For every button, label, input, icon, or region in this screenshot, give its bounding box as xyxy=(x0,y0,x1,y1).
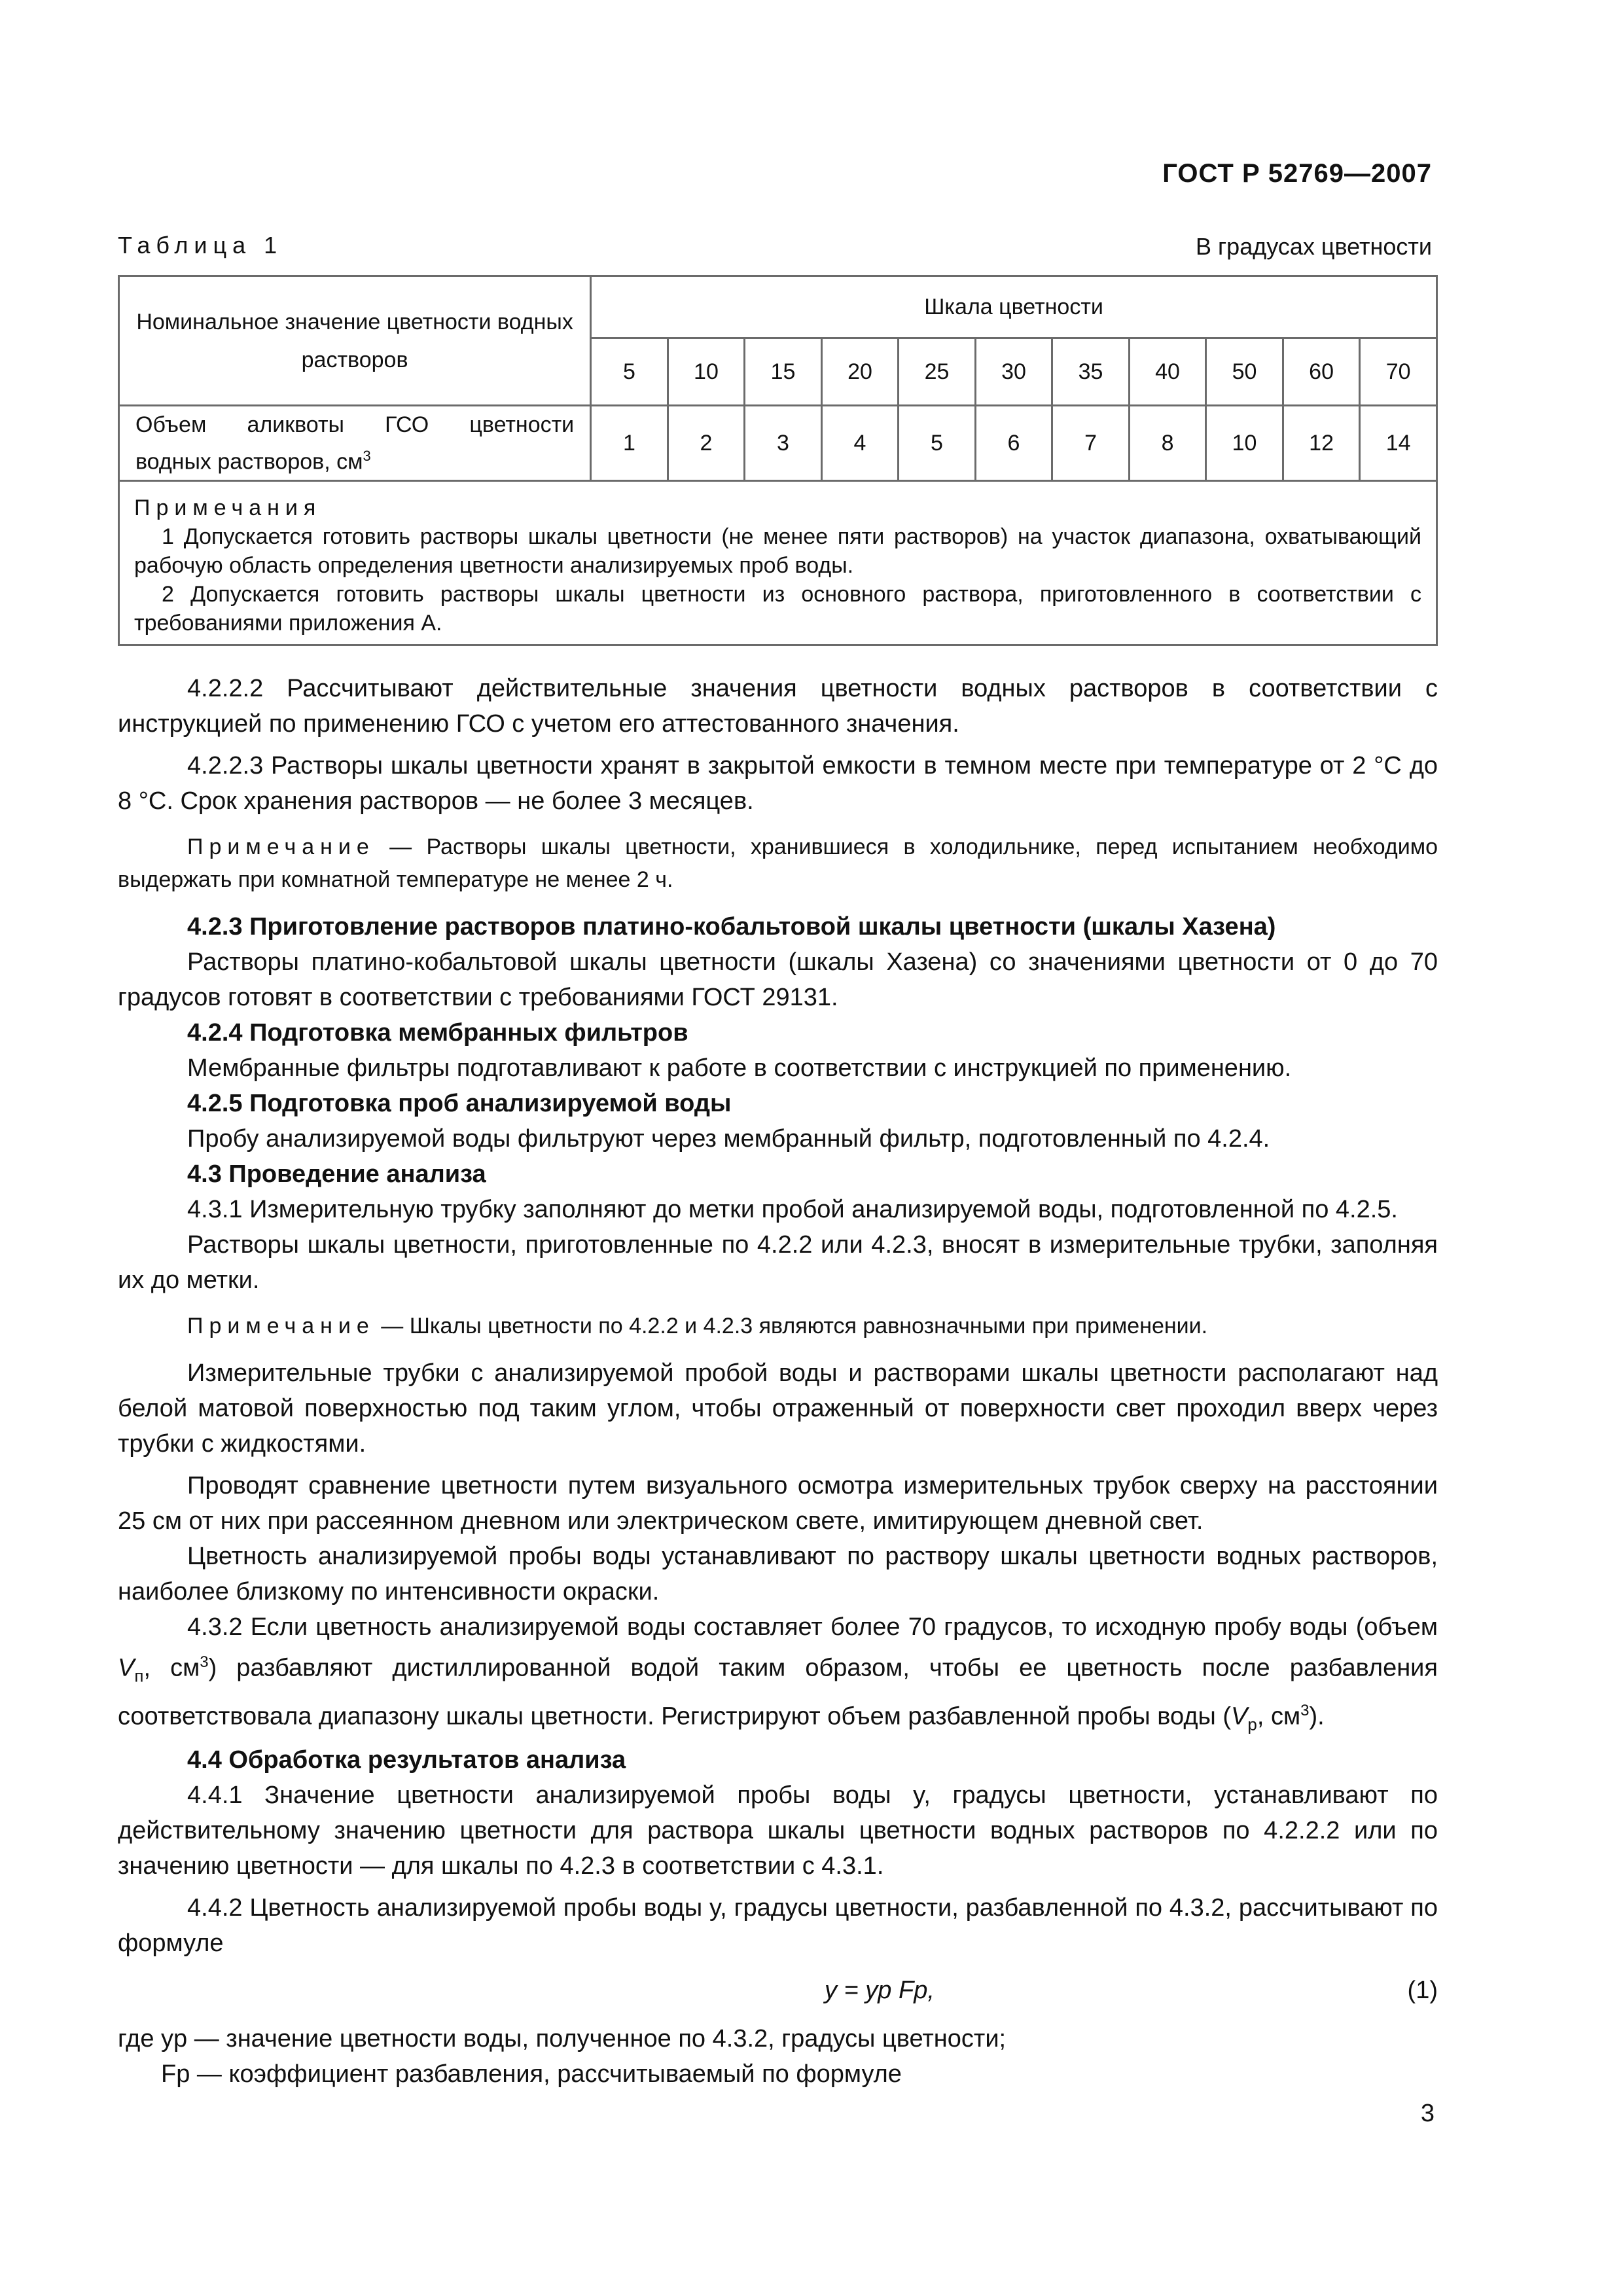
page-number: 3 xyxy=(1420,2100,1435,2127)
scale-value-cell: 60 xyxy=(1283,338,1360,406)
row-header-cell: Номинальное значение цветности водных растворов xyxy=(119,276,591,406)
scale-value-cell: 15 xyxy=(745,338,822,406)
note-1: 1 Допускается готовить растворы шкалы цветности (не менее пяти растворов) на участок диапазона, охватывающий рабочую область определения цветности анализируемых проб воды. xyxy=(134,524,1421,578)
notes-title: Примечания xyxy=(134,495,322,520)
volume-value-cell: 12 xyxy=(1283,406,1360,481)
heading-4-2-4: 4.2.4 Подготовка мембранных фильтров xyxy=(187,1019,688,1047)
volume-label-cell xyxy=(119,406,591,481)
volume-value-cell: 1 xyxy=(591,406,668,481)
paragraph-4-3-1-c: Измерительные трубки с анализируемой пробой воды и растворами шкалы цветности располагают над белой матовой поверхностью под таким углом, чтобы отраженный от поверхности свет проходил вверх через трубки с жидкостями. xyxy=(118,1359,1438,1458)
note-equivalence: Примечание — Шкалы цветности по 4.2.2 и 4.2.3 являются равнозначными при применении. xyxy=(187,1314,1208,1338)
volume-value-cell: 14 xyxy=(1360,406,1437,481)
formula-expression: y = yр Fр, xyxy=(825,1976,935,2004)
paragraph-4-3-1: 4.3.1 Измерительную трубку заполняют до метки пробой анализируемой воды, подготовленной по 4.2.5. xyxy=(187,1196,1398,1223)
table-unit: В градусах цветности xyxy=(1196,233,1432,260)
where-line-2: Fр — коэффициент разбавления, рассчитываемый по формуле xyxy=(161,2060,902,2088)
paragraph-4-4-2: 4.4.2 Цветность анализируемой пробы воды y, градусы цветности, разбавленной по 4.3.2, рассчитывают по формуле xyxy=(118,1893,1438,1957)
paragraph-4-3-1-b: Растворы шкалы цветности, приготовленные по 4.2.2 или 4.2.3, вносят в измерительные трубки, заполняя их до метки. xyxy=(118,1231,1438,1294)
paragraph-4-2-2-3: 4.2.2.3 Растворы шкалы цветности хранят в закрытой емкости в темном месте при температуре от 2 °С до 8 °С. Срок хранения растворов — не более 3 месяцев. xyxy=(118,752,1438,815)
paragraph-4-2-3: Растворы платино-кобальтовой шкалы цветности (шкалы Хазена) со значениями цветности от 0 до 70 градусов готовят в соответствии с требованиями ГОСТ 29131. xyxy=(118,948,1438,1011)
heading-4-2-3: 4.2.3 Приготовление растворов платино-кобальтовой шкалы цветности (шкалы Хазена) xyxy=(187,913,1276,941)
table-caption: Таблица 1 xyxy=(118,232,283,259)
heading-4-4: 4.4 Обработка результатов анализа xyxy=(187,1746,626,1774)
volume-value-cell: 8 xyxy=(1129,406,1206,481)
paragraph-4-4-1: 4.4.1 Значение цветности анализируемой пробы воды y, градусы цветности, устанавливают по действительному значению цветности для раствора шкалы цветности водных растворов по 4.2.2.2 или по значению цветности — для шкалы по 4.2.3 в соответствии с 4.3.1. xyxy=(118,1781,1438,1880)
volume-value-cell: 3 xyxy=(745,406,822,481)
heading-4-3: 4.3 Проведение анализа xyxy=(187,1160,486,1188)
scale-value-cell: 40 xyxy=(1129,338,1206,406)
volume-value-cell: 10 xyxy=(1206,406,1283,481)
scale-value-cell: 50 xyxy=(1206,338,1283,406)
formula-number: (1) xyxy=(1407,1976,1438,2004)
where-line-1: где yр — значение цветности воды, полученное по 4.3.2, градусы цветности; xyxy=(118,2024,1007,2053)
scale-header-cell: Шкала цветности xyxy=(591,276,1437,338)
scale-value-cell: 70 xyxy=(1360,338,1437,406)
scale-value-cell: 5 xyxy=(591,338,668,406)
volume-label-line-1: Объем аликвоты ГСО цветности xyxy=(135,412,575,437)
formula-1 xyxy=(118,1973,1438,2012)
paragraph-4-2-4: Мембранные фильтры подготавливают к работе в соответствии с инструкцией по применению. xyxy=(187,1054,1292,1082)
note-storage: Примечание — Растворы шкалы цветности, хранившиеся в холодильнике, перед испытанием необходимо выдержать при комнатной температуре не менее 2 ч. xyxy=(118,834,1438,892)
scale-value-cell: 35 xyxy=(1052,338,1130,406)
document-code: ГОСТ Р 52769—2007 xyxy=(1162,159,1432,188)
volume-value-cell: 5 xyxy=(899,406,976,481)
volume-value-cell: 4 xyxy=(821,406,899,481)
color-scale-table xyxy=(118,275,1438,646)
paragraph-4-3-2: 4.3.2 Если цветность анализируемой воды составляет более 70 градусов, то исходную пробу воды (объем $V_п$, $см^3$) разбавляют дистиллированной водой таким образом, чтобы ее цветность после разбавления соответствовала диапазону шкалы цветности. Регистрируют объем разбавленной пробы воды ($V_р$, $см^3$). xyxy=(118,1613,1438,1734)
paragraph-4-2-5: Пробу анализируемой воды фильтруют через мембранный фильтр, подготовленный по 4.2.4. xyxy=(187,1125,1270,1153)
note-2: 2 Допускается готовить растворы шкалы цветности из основного раствора, приготовленного в соответствии с требованиями приложения А. xyxy=(134,582,1421,636)
scale-value-cell: 30 xyxy=(975,338,1052,406)
scale-value-cell: 10 xyxy=(668,338,745,406)
volume-value-cell: 2 xyxy=(668,406,745,481)
paragraph-4-2-2-2: 4.2.2.2 Рассчитывают действительные значения цветности водных растворов в соответствии с инструкцией по применению ГСО с учетом его аттестованного значения. xyxy=(118,675,1438,738)
scale-value-cell: 20 xyxy=(821,338,899,406)
paragraph-4-3-1-d: Проводят сравнение цветности путем визуального осмотра измерительных трубок сверху на расстоянии 25 см от них при рассеянном дневном или электрическом свете, имитирующем дневной свет. xyxy=(118,1472,1438,1535)
document-body xyxy=(118,671,1438,2092)
heading-4-2-5: 4.2.5 Подготовка проб анализируемой воды xyxy=(187,1090,732,1117)
paragraph-4-3-1-e: Цветность анализируемой пробы воды устанавливают по раствору шкалы цветности водных растворов, наиболее близкому по интенсивности окраски. xyxy=(118,1543,1438,1605)
volume-label-line-2: водных растворов, $см^3$ xyxy=(135,447,371,475)
table-notes-cell xyxy=(119,481,1437,645)
scale-value-cell: 25 xyxy=(899,338,976,406)
volume-value-cell: 6 xyxy=(975,406,1052,481)
volume-value-cell: 7 xyxy=(1052,406,1130,481)
